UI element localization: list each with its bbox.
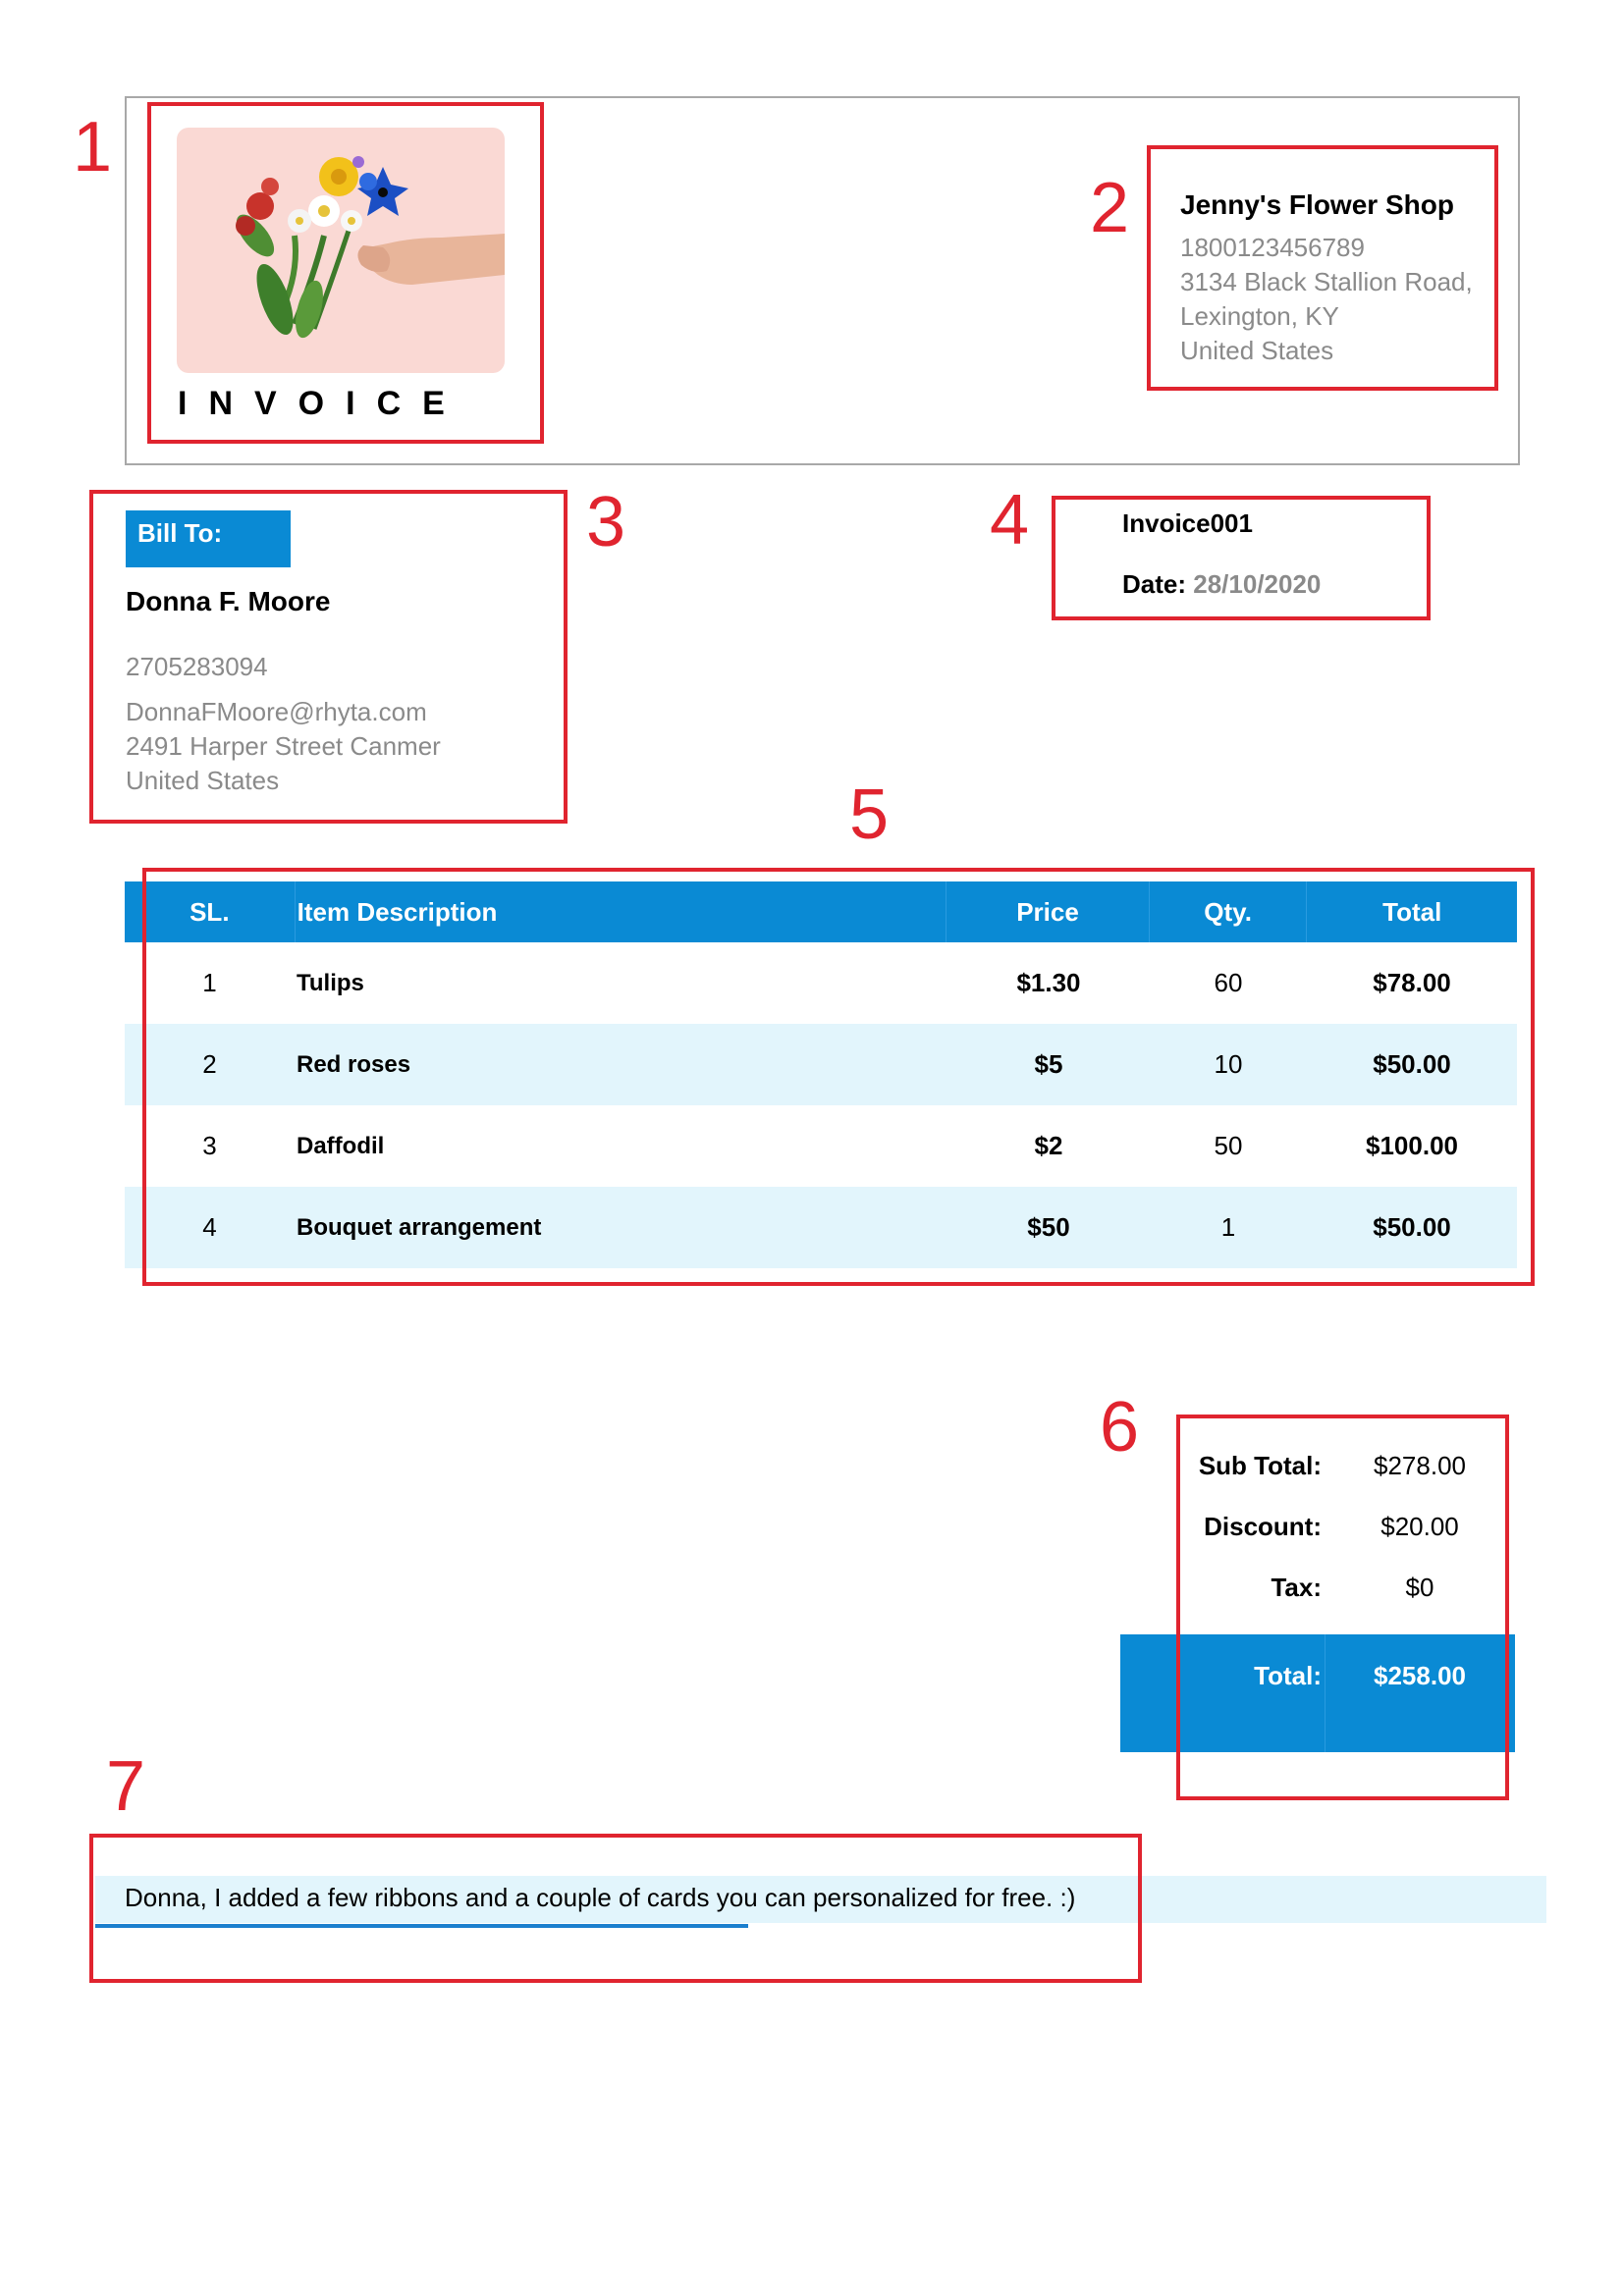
annotation-number-5: 5: [849, 775, 890, 854]
annotation-number-6: 6: [1100, 1388, 1140, 1467]
grand-total-value: $258.00: [1374, 1661, 1466, 1690]
customer-address: 2491 Harper Street Canmer: [126, 731, 441, 761]
annotation-box-2: [1147, 145, 1498, 391]
customer-country: United States: [126, 766, 280, 795]
shop-phone: 1800123456789: [1180, 233, 1365, 262]
note-text: Donna, I added a few ribbons and a couple of cards you can personalized for free. :): [125, 1883, 1076, 1912]
row-sl: 1: [202, 968, 217, 997]
shop-address-line2: Lexington, KY: [1180, 301, 1339, 331]
tax-value: $0: [1405, 1573, 1434, 1602]
row-total: $50.00: [1373, 1049, 1451, 1079]
row-description: Bouquet arrangement: [297, 1213, 542, 1241]
row-qty: 60: [1214, 968, 1243, 997]
row-price: $2: [1034, 1131, 1063, 1160]
bill-to-badge: Bill To:: [126, 510, 291, 567]
row-price: $50: [1027, 1212, 1070, 1242]
shop-country: United States: [1180, 336, 1334, 365]
row-price: $1.30: [1016, 968, 1081, 997]
customer-name: Donna F. Moore: [126, 586, 331, 616]
header-price: Price: [946, 881, 1149, 942]
row-description: Red roses: [297, 1050, 411, 1078]
annotation-number-7: 7: [106, 1747, 146, 1826]
shop-name: Jenny's Flower Shop: [1180, 189, 1454, 220]
row-total: $100.00: [1366, 1131, 1458, 1160]
header-sl: SL.: [189, 896, 230, 927]
row-total: $78.00: [1373, 968, 1451, 997]
invoice-date-label: Date:: [1122, 569, 1187, 599]
row-total: $50.00: [1373, 1212, 1451, 1242]
discount-value: $20.00: [1380, 1512, 1459, 1541]
invoice-date-value: 28/10/2020: [1193, 569, 1322, 599]
row-qty: 10: [1214, 1049, 1243, 1079]
invoice-title: INVOICE: [178, 385, 466, 422]
discount-label: Discount:: [1204, 1512, 1322, 1541]
annotation-box-7: [89, 1834, 1142, 1983]
grand-total-label: Total:: [1254, 1661, 1322, 1690]
header-description: Item Description: [295, 881, 947, 942]
customer-phone: 2705283094: [126, 652, 268, 681]
tax-label: Tax:: [1271, 1573, 1322, 1602]
row-sl: 3: [202, 1131, 217, 1160]
annotation-box-5: [142, 868, 1535, 1286]
annotation-number-4: 4: [990, 481, 1030, 560]
annotation-number-2: 2: [1090, 169, 1130, 247]
annotation-box-3: [89, 490, 568, 824]
row-sl: 2: [202, 1049, 217, 1079]
subtotal-value: $278.00: [1374, 1451, 1466, 1480]
annotation-box-6: [1176, 1415, 1509, 1800]
row-price: $5: [1034, 1049, 1063, 1079]
invoice-number: Invoice001: [1122, 508, 1253, 538]
shop-address-line1: 3134 Black Stallion Road,: [1180, 267, 1473, 296]
row-qty: 1: [1220, 1212, 1236, 1242]
customer-email: DonnaFMoore@rhyta.com: [126, 697, 427, 726]
row-description: Tulips: [297, 969, 364, 996]
row-qty: 50: [1214, 1131, 1243, 1160]
subtotal-label: Sub Total:: [1198, 1451, 1322, 1480]
annotation-box-4: [1052, 496, 1431, 620]
annotation-number-3: 3: [586, 483, 626, 561]
header-qty: Qty.: [1149, 881, 1307, 942]
row-sl: 4: [202, 1212, 217, 1242]
annotation-number-1: 1: [73, 108, 113, 187]
header-total: Total: [1306, 881, 1517, 942]
annotation-box-1: [147, 102, 544, 444]
row-description: Daffodil: [297, 1132, 385, 1159]
